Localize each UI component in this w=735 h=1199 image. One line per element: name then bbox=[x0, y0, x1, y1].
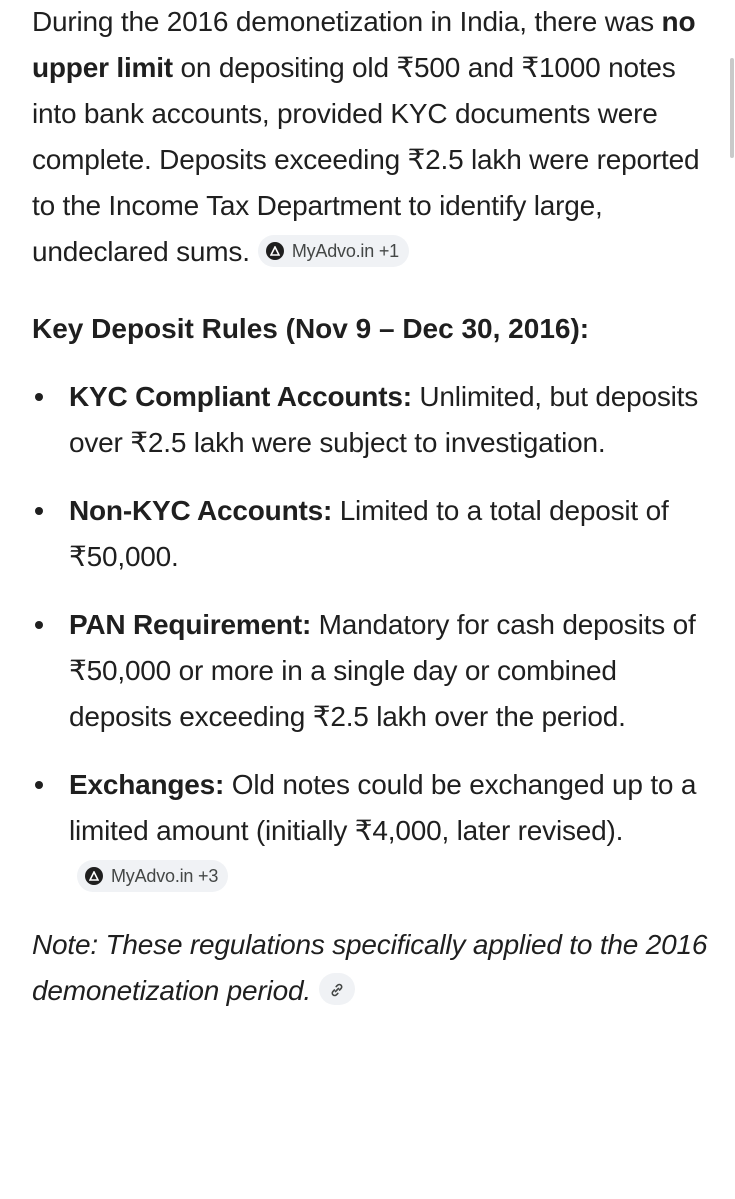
rule-text: Old notes could be exchanged up to a limited amount (initially ₹4,000, later revised). bbox=[69, 769, 697, 846]
source-chip-label: MyAdvo.in +3 bbox=[111, 865, 219, 886]
rules-heading: Key Deposit Rules (Nov 9 – Dec 30, 2016): bbox=[32, 313, 590, 344]
source-chip-exchanges[interactable] bbox=[77, 860, 228, 892]
rule-text: Unlimited, but deposits over ₹2.5 lakh were subject to investigation. bbox=[69, 381, 699, 458]
bullet bbox=[35, 781, 43, 789]
list-item bbox=[32, 488, 712, 580]
intro-paragraph bbox=[32, 0, 712, 275]
bullet bbox=[35, 621, 43, 629]
list-item bbox=[32, 602, 712, 740]
link-chip[interactable] bbox=[319, 973, 355, 1005]
intro-text-before: During the 2016 demonetization in India, there was bbox=[32, 6, 662, 37]
rule-title: KYC Compliant Accounts: bbox=[69, 381, 412, 412]
list-item bbox=[32, 762, 712, 900]
rule-title: Exchanges: bbox=[69, 769, 225, 800]
list-item bbox=[32, 374, 712, 466]
intro-bold-text: no upper limit bbox=[32, 6, 696, 83]
answer-content bbox=[32, 0, 712, 1014]
link-icon bbox=[329, 966, 345, 1012]
rule-title: Non-KYC Accounts: bbox=[69, 495, 333, 526]
scrollbar[interactable] bbox=[727, 0, 735, 1199]
rule-text: Mandatory for cash deposits of ₹50,000 or more in a single day or combined deposits exceeding ₹2.5 lakh over the period. bbox=[69, 609, 696, 732]
note-text: Note: These regulations specifically applied to the 2016 demonetization period. bbox=[32, 929, 708, 1006]
source-chip-label: MyAdvo.in +1 bbox=[291, 240, 399, 261]
myadvo-logo-icon bbox=[266, 242, 284, 260]
bullet bbox=[35, 393, 43, 401]
rule-text: Limited to a total deposit of ₹50,000. bbox=[69, 495, 669, 572]
myadvo-logo-icon bbox=[85, 867, 103, 885]
note-paragraph bbox=[32, 922, 712, 1014]
intro-text-after: on depositing old ₹500 and ₹1000 notes into bank accounts, provided KYC documents were complete. Deposits exceeding ₹2.5 lakh were reported to the Income Tax Department to identify large, undeclared sums. bbox=[32, 52, 700, 267]
rule-title: PAN Requirement: bbox=[69, 609, 312, 640]
bullet bbox=[35, 507, 43, 515]
scrollbar-thumb[interactable] bbox=[730, 58, 734, 158]
rules-list bbox=[32, 374, 712, 900]
source-chip-intro[interactable] bbox=[258, 235, 409, 267]
